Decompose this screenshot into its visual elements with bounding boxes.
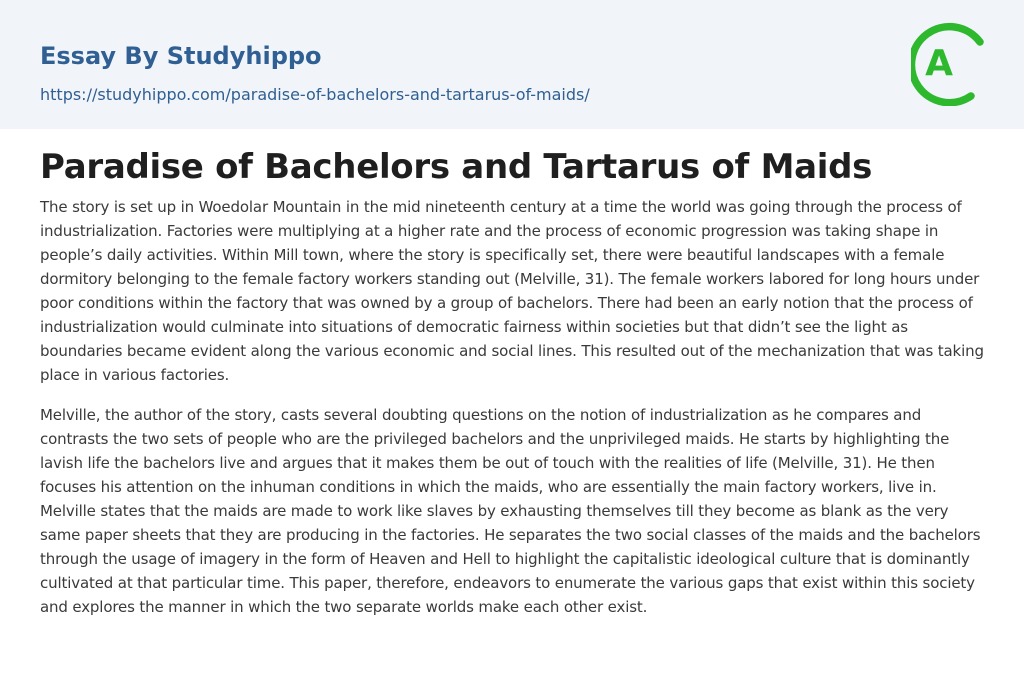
essay-title: Paradise of Bachelors and Tartarus of Maids xyxy=(40,147,873,187)
essay-paragraph-2: Melville, the author of the story, casts several doubting questions on the notion of industrialization as he compares and contrasts the two sets of people who are the privileged bachelors and the unprivileged maids. He starts by highlighting the lavish life the bachelors live and argues that it makes them be out of touch with the realities of life (Melville, 31). He then focuses his attention on the inhuman conditions in which the maids, who are essentially the main factory workers, live in. Melville states that the maids are made to work like slaves by exhausting themselves till they become as blank as the very same paper sheets that they are producing in the factories. He separates the two social classes of the maids and the bachelors through the usage of imagery in the form of Heaven and Hell to highlight the capitalistic ideological culture that is dominantly cultivated at that particular time. This paper, therefore, endeavors to enumerate the various gaps that exist within this society and explores the manner in which the two separate worlds make each other exist. xyxy=(40,406,981,616)
essay-body xyxy=(40,195,984,635)
header-banner xyxy=(0,0,1024,129)
essay-paragraph-1: The story is set up in Woedolar Mountain in the mid nineteenth century at a time the world was going through the process of industrialization. Factories were multiplying at a higher rate and the process of economic progression was taking shape in people’s daily activities. Within Mill town, where the story is specifically set, there were beautiful landscapes with a female dormitory belonging to the female factory workers standing out (Melville, 31). The female workers labored for long hours under poor conditions within the factory that was owned by a group of bachelors. There had been an early notion that the process of industrialization would culminate into situations of democratic fairness within societies but that didn’t see the light as boundaries became evident along the various economic and social lines. This resulted out of the mechanization that was taking place in various factories. xyxy=(40,198,984,384)
studyhippo-logo-icon[interactable] xyxy=(911,18,987,106)
logo-letter: A xyxy=(925,43,953,84)
source-url-link[interactable]: https://studyhippo.com/paradise-of-bachelors-and-tartarus-of-maids/ xyxy=(40,85,590,104)
brand-title: Essay By Studyhippo xyxy=(40,42,322,70)
